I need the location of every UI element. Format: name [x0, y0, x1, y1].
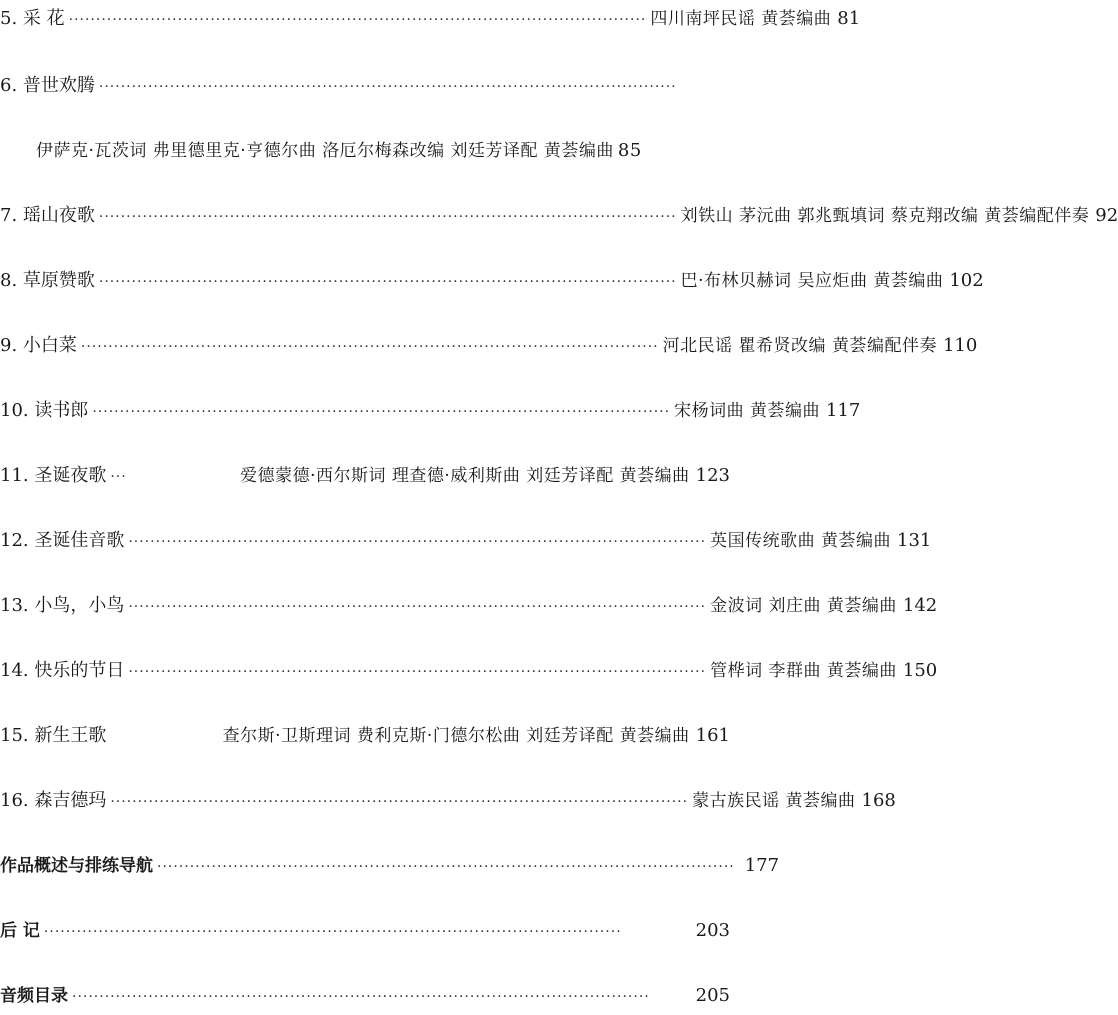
toc-title: 10. 读书郎	[0, 400, 89, 421]
leader-dots: ··········································································································	[128, 534, 707, 550]
toc-entry-8[interactable]	[0, 270, 984, 293]
toc-page-number: 203	[695, 920, 730, 941]
leader-dots: ··········································································································	[128, 599, 707, 615]
toc-page-number: 131	[897, 530, 932, 551]
leader-dots: ··········································································································	[68, 12, 647, 28]
toc-credit: 刘铁山 茅沅曲 郭兆甄填词 蔡克翔改编 黄荟编配伴奏	[680, 206, 1090, 226]
leader-dots: ··········································································································	[92, 404, 671, 420]
toc-title: 16. 森吉德玛	[0, 790, 107, 811]
toc-credit: 金波词 刘庄曲 黄荟编曲	[710, 596, 897, 616]
toc-page-number: 168	[861, 790, 896, 811]
toc-credit: 管桦词 李群曲 黄荟编曲	[710, 661, 897, 681]
toc-entry-14[interactable]	[0, 660, 938, 683]
toc-page-number: 205	[695, 985, 730, 1006]
toc-entry-6[interactable]	[0, 75, 730, 98]
toc-title: 6. 普世欢腾	[0, 75, 95, 96]
toc-title: 音频目录	[0, 986, 68, 1006]
leader-dots: ··········································································································	[157, 859, 735, 875]
toc-page-number: 161	[695, 725, 730, 746]
toc-credit: 四川南坪民谣 黄荟编曲	[650, 9, 832, 29]
toc-entry-5[interactable]	[0, 8, 861, 31]
toc-title: 8. 草原赞歌	[0, 270, 95, 291]
toc-credit: 英国传统歌曲 黄荟编曲	[710, 531, 891, 551]
toc-page-number: 177	[744, 855, 780, 876]
toc-page-number: 110	[942, 335, 978, 356]
toc-page-number: 142	[902, 595, 938, 616]
toc-title: 7. 瑶山夜歌	[0, 205, 95, 226]
leader-dots: ··········································································································	[80, 339, 659, 355]
toc-entry-afterword[interactable]	[0, 920, 730, 943]
toc-title: 14. 快乐的节日	[0, 660, 125, 681]
leader-dots: ··········································································································	[128, 664, 707, 680]
toc-page-number: 123	[695, 465, 730, 486]
toc-entry-7[interactable]	[0, 205, 1118, 228]
leader-dots: ··········································································································	[43, 924, 622, 940]
toc-entry-16[interactable]	[0, 790, 896, 813]
leader-dots: ···	[110, 469, 127, 485]
toc-entry-12[interactable]	[0, 530, 932, 553]
toc-title: 11. 圣诞夜歌	[0, 465, 107, 486]
toc-title: 后 记	[0, 921, 40, 941]
toc-credit: 爱德蒙德·西尔斯词 理查德·威利斯曲 刘廷芳译配 黄荟编曲	[240, 466, 690, 486]
toc-page-number: 150	[902, 660, 938, 681]
leader-dots: ··········································································································	[110, 794, 689, 810]
toc-credit: 河北民谣 瞿希贤改编 黄荟编配伴奏	[662, 336, 937, 356]
leader-dots: ··········································································································	[72, 989, 650, 1005]
toc-entry-audio-list[interactable]	[0, 985, 730, 1008]
toc-entry-overview[interactable]	[0, 855, 780, 878]
toc-entry-6-credit[interactable]	[36, 140, 730, 162]
leader-dots: ··········································································································	[98, 209, 677, 225]
toc-title: 13. 小鸟，小鸟	[0, 595, 125, 616]
toc-entry-11[interactable]	[0, 465, 730, 488]
toc-credit: 伊萨克·瓦茨词 弗里德里克·亨德尔曲 洛厄尔梅森改编 刘廷芳译配 黄荟编曲	[36, 141, 614, 161]
toc-page-number: 85	[617, 140, 642, 161]
toc-entry-10[interactable]	[0, 400, 861, 423]
toc-title: 5. 采 花	[0, 8, 65, 29]
toc-page-number: 92	[1095, 205, 1118, 226]
toc-credit: 宋杨词曲 黄荟编曲	[674, 401, 820, 421]
toc-credit: 巴·布林贝赫词 吴应炬曲 黄荟编曲	[680, 271, 944, 291]
toc-page-number: 117	[826, 400, 861, 421]
toc-title: 9. 小白菜	[0, 335, 77, 356]
toc-title: 15. 新生王歌	[0, 725, 107, 746]
toc-credit: 查尔斯·卫斯理词 费利克斯·门德尔松曲 刘廷芳译配 黄荟编曲	[222, 726, 690, 746]
toc-entry-13[interactable]	[0, 595, 938, 618]
toc-page-number: 81	[837, 8, 861, 29]
toc-entry-9[interactable]	[0, 335, 978, 358]
toc-page-number: 102	[949, 270, 984, 291]
toc-title: 12. 圣诞佳音歌	[0, 530, 125, 551]
toc-credit: 蒙古族民谣 黄荟编曲	[692, 791, 856, 811]
leader-dots: ··········································································································	[98, 274, 677, 290]
toc-title: 作品概述与排练导航	[0, 856, 153, 876]
toc-entry-15[interactable]	[0, 725, 730, 747]
leader-dots: ··········································································································	[98, 79, 677, 95]
